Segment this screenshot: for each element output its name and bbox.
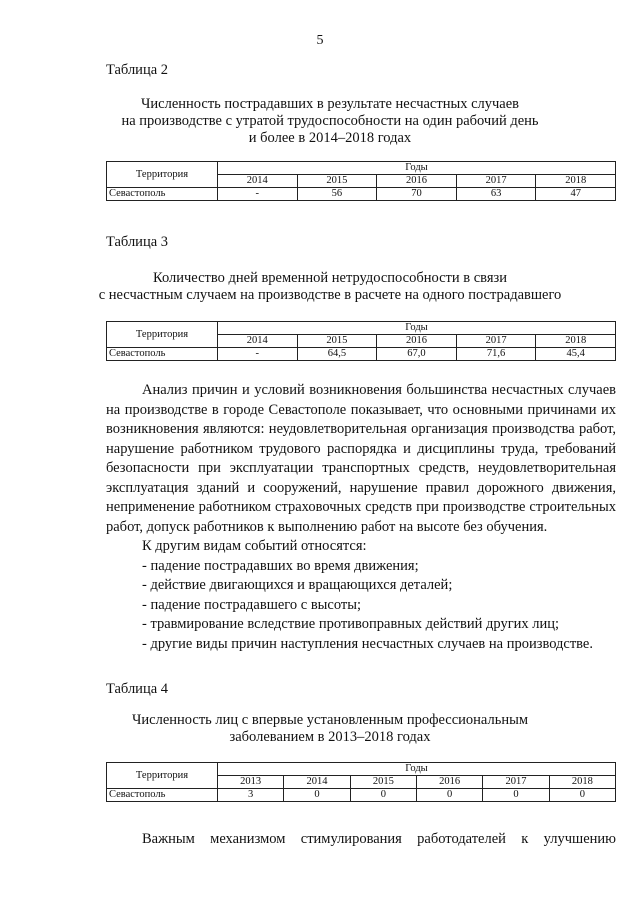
caption-line: на производстве с утратой трудоспособности на один рабочий день xyxy=(121,113,539,129)
table-2 xyxy=(106,161,616,201)
year-cell: 2017 xyxy=(456,335,536,348)
header-territory: Территория xyxy=(107,162,218,188)
table-4-caption xyxy=(100,712,560,746)
value-cell: 0 xyxy=(416,789,482,802)
year-cell: 2015 xyxy=(297,175,377,188)
analysis-block xyxy=(106,381,616,654)
row-territory: Севастополь xyxy=(107,789,218,802)
caption-line: и более в 2014–2018 годах xyxy=(248,130,412,146)
list-item: - травмирование вследствие противоправных действий других лиц; xyxy=(142,616,560,632)
table-3 xyxy=(106,321,616,361)
other-events-intro: К другим видам событий относятся: xyxy=(142,538,367,554)
value-cell: - xyxy=(218,188,298,201)
list-item: - падение пострадавшего с высоты; xyxy=(142,596,362,613)
table-2-label: Таблица 2 xyxy=(106,62,169,78)
value-cell: 64,5 xyxy=(297,348,377,361)
value-cell: - xyxy=(218,348,298,361)
list-item: - другие виды причин наступления несчастных случаев на производстве. xyxy=(142,635,593,652)
header-territory: Территория xyxy=(107,322,218,348)
row-territory: Севастополь xyxy=(107,348,218,361)
header-years: Годы xyxy=(218,162,616,175)
caption-line: с несчастным случаем на производстве в расчете на одного пострадавшего xyxy=(98,287,562,303)
year-cell: 2014 xyxy=(218,335,298,348)
year-cell: 2017 xyxy=(483,776,549,789)
value-cell: 71,6 xyxy=(456,348,536,361)
value-cell: 67,0 xyxy=(377,348,457,361)
year-cell: 2018 xyxy=(536,175,616,188)
value-cell: 70 xyxy=(377,188,457,201)
year-cell: 2018 xyxy=(549,776,615,789)
year-cell: 2014 xyxy=(218,175,298,188)
value-cell: 0 xyxy=(284,789,350,802)
page-number: 5 xyxy=(316,33,324,48)
year-cell: 2018 xyxy=(536,335,616,348)
table-3-label: Таблица 3 xyxy=(106,234,169,250)
value-cell: 63 xyxy=(456,188,536,201)
year-cell: 2017 xyxy=(456,175,536,188)
year-cell: 2015 xyxy=(297,335,377,348)
analysis-paragraph: Анализ причин и условий возникновения большинства несчастных случаев на производстве в городе Севастополе показывает, что основными причинами их возникновения являются: неудовлетворительная организация производства работ, нарушение работником трудового распорядка и дисциплины труда, требований безопасности при эксплуатации транспортных средств, неудовлетворительная эксплуатация зданий и сооружений, нарушение правил дорожного движения, неприменение работником страховочных средств при производстве строительных работ, допуск работников к выполнению работ на высоте без обучения. xyxy=(106,382,616,535)
value-cell: 3 xyxy=(218,789,284,802)
list-item: - действие двигающихся и вращающихся деталей; xyxy=(142,577,453,593)
year-cell: 2014 xyxy=(284,776,350,789)
year-cell: 2016 xyxy=(377,175,457,188)
closing-line: Важным механизмом стимулирования работодателей к улучшению xyxy=(142,831,616,847)
table-4 xyxy=(106,762,616,802)
value-cell: 47 xyxy=(536,188,616,201)
caption-line: заболеванием в 2013–2018 годах xyxy=(229,729,431,745)
value-cell: 56 xyxy=(297,188,377,201)
closing-text xyxy=(106,830,616,850)
year-cell: 2016 xyxy=(416,776,482,789)
row-territory: Севастополь xyxy=(107,188,218,201)
caption-line: Количество дней временной нетрудоспособности в связи xyxy=(153,270,507,286)
caption-line: Численность лиц с впервые установленным профессиональным xyxy=(131,712,529,728)
year-cell: 2013 xyxy=(218,776,284,789)
year-cell: 2016 xyxy=(377,335,457,348)
table-2-caption xyxy=(100,96,560,147)
header-territory: Территория xyxy=(107,763,218,789)
table-3-caption xyxy=(80,270,580,304)
caption-line: Численность пострадавших в результате несчастных случаев xyxy=(140,96,520,112)
value-cell: 0 xyxy=(350,789,416,802)
year-cell: 2015 xyxy=(350,776,416,789)
header-years: Годы xyxy=(218,322,616,335)
value-cell: 0 xyxy=(549,789,615,802)
value-cell: 0 xyxy=(483,789,549,802)
header-years: Годы xyxy=(218,763,616,776)
value-cell: 45,4 xyxy=(536,348,616,361)
list-item: - падение пострадавших во время движения; xyxy=(142,557,419,574)
table-4-label: Таблица 4 xyxy=(106,681,169,697)
